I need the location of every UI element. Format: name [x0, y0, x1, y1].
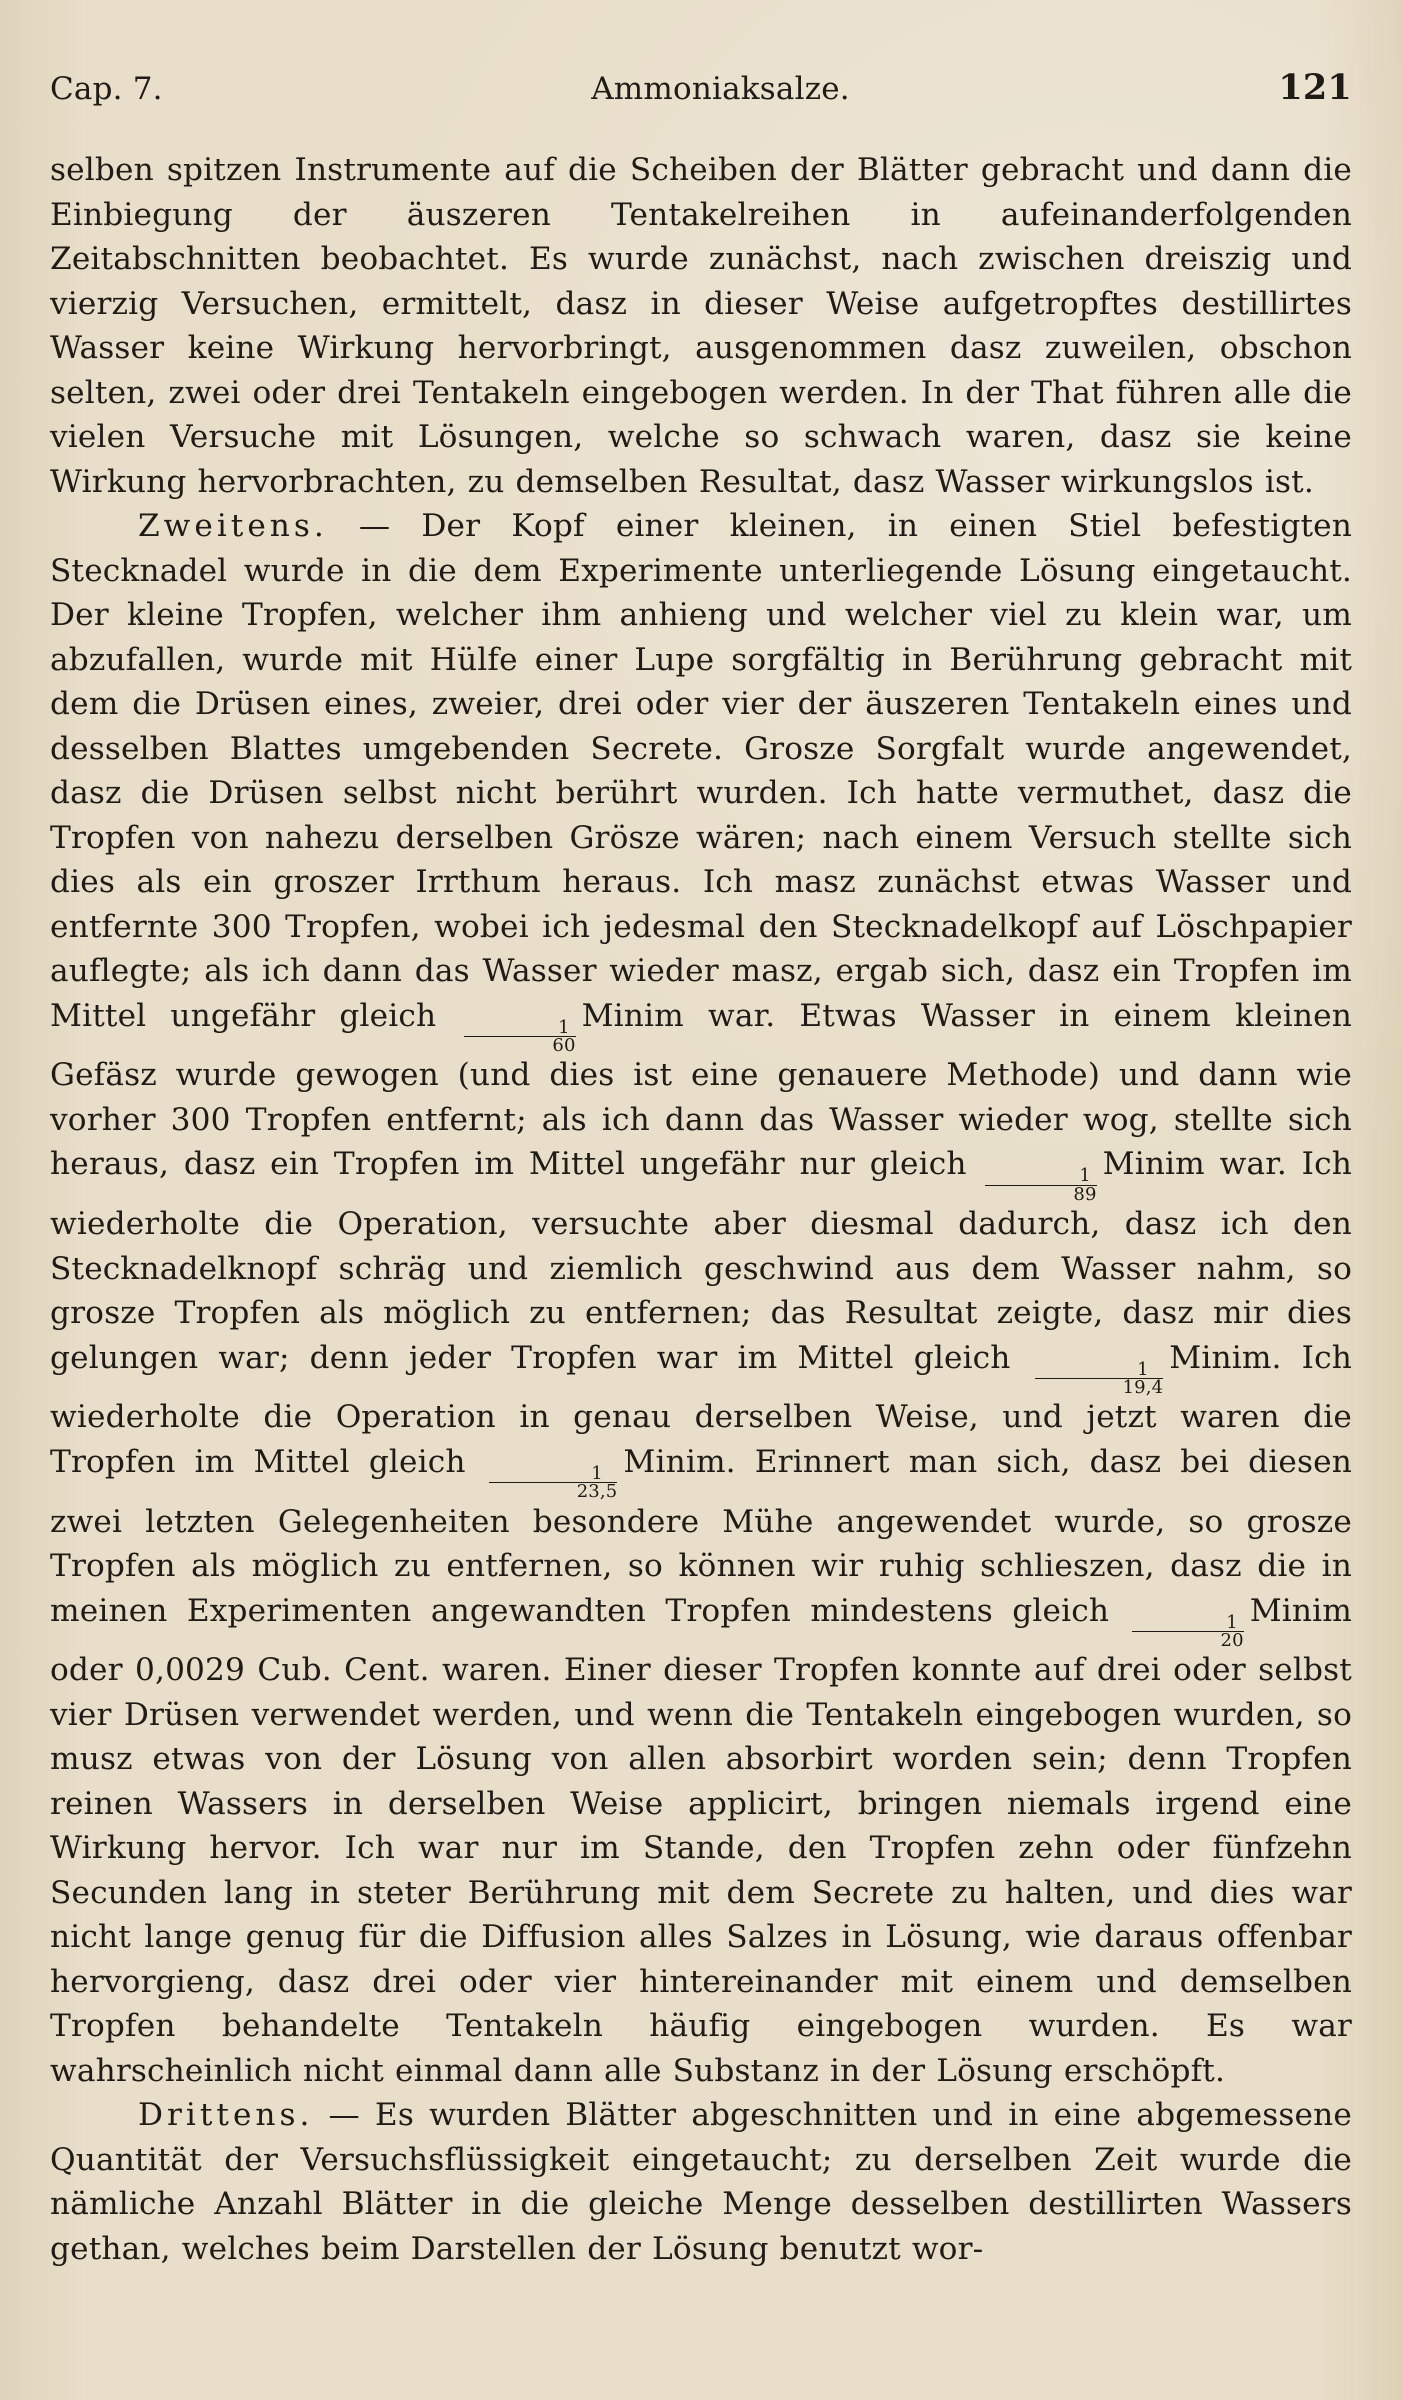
paragraph-3-text: — Es wurden Blätter abgeschnitten und in eine abgemessene Quantität der Versuchsflüssigkeit eingetaucht; zu derselben Zeit wurde die nämliche Anzahl Blätter in die gleiche Menge desselben destillirten Wassers gethan, welches beim Darstellen der Lösung benutzt wor-	[50, 2097, 1352, 2267]
running-header	[50, 67, 1352, 130]
fraction-2-numerator: 1	[985, 1169, 1096, 1185]
fraction-4	[489, 1462, 618, 1503]
fraction-5	[1132, 1611, 1244, 1652]
fraction-5-numerator: 1	[1132, 1616, 1243, 1632]
paragraph-3	[50, 2093, 1352, 2271]
fraction-3-denominator: 19,4	[1122, 1376, 1164, 1398]
paragraph-1: selben spitzen Instrumente auf die Scheiben der Blätter gebracht und dann die Einbiegung der äuszeren Tentakelreihen in aufeinanderfolgenden Zeitabschnitten beobachtet. Es wurde zunächst, nach zwischen dreiszig und vierzig Versuchen, ermittelt, dasz in dieser Weise aufgetropftes destillirtes Wasser keine Wirkung hervorbringt, ausgenommen dasz zuweilen, obschon selten, zwei oder drei Tentakeln eingebogen werden. In der That führen alle die vielen Versuche mit Lösungen, welche so schwach waren, dasz sie keine Wirkung hervorbrachten, zu demselben Resultat, dasz Wasser wirkungslos ist.	[50, 152, 1352, 500]
paragraph-2-text-2: Minim war. Etwas Wasser in einem kleinen Gefäsz wurde gewogen (und dies ist eine genauere Methode) und dann wie vorher 300 Tropfen entfernt; als ich dann das Wasser wieder wog, stellte sich heraus, dasz ein Tropfen im Mittel ungefähr nur gleich	[50, 997, 1352, 1183]
paragraph-2-label: Zweitens.	[138, 508, 328, 544]
body-text	[50, 148, 1352, 2271]
paragraph-2-text-1: — Der Kopf einer kleinen, in einen Stiel befestigten Stecknadel wurde in die dem Experimente unterliegende Lösung eingetaucht. Der kleine Tropfen, welcher ihm anhieng und welcher viel zu klein war, um abzufallen, wurde mit Hülfe einer Lupe sorgfältig in Berührung gebracht mit dem die Drüsen eines, zweier, drei oder vier der äuszeren Tentakeln eines und desselben Blattes umgebenden Secrete. Grosze Sorgfalt wurde angewendet, dasz die Drüsen selbst nicht berührt wurden. Ich hatte vermuthet, dasz die Tropfen von nahezu derselben Grösze wären; nach einem Versuch stellte sich dies als ein groszer Irrthum heraus. Ich masz zunächst etwas Wasser und entfernte 300 Tropfen, wobei ich jedesmal den Stecknadelkopf auf Löschpapier auflegte; als ich dann das Wasser wieder masz, ergab sich, dasz ein Tropfen im Mittel ungefähr gleich	[50, 508, 1352, 1034]
paragraph-2-text-3: Minim war. Ich wiederholte die Operation, versuchte aber diesmal dadurch, dasz ich den Stecknadelknopf schräg und ziemlich geschwind aus dem Wasser nahm, so grosze Tropfen als möglich zu entfernen; das Resultat zeigte, dasz mir dies gelungen war; denn jeder Tropfen war im Mittel gleich	[50, 1146, 1352, 1376]
chapter-label: Cap. 7.	[50, 71, 163, 107]
fraction-1-numerator: 1	[464, 1021, 575, 1037]
fraction-3	[1035, 1358, 1164, 1398]
paragraph-2-text-5: Minim. Erinnert man sich, dasz bei diesen zwei letzten Gelegenheiten besondere Mühe angewendet wurde, so grosze Tropfen als möglich zu entfernen, so können wir ruhig schlieszen, dasz die in meinen Experimenten angewandten Tropfen mindestens gleich	[50, 1443, 1352, 1629]
paragraph-3-label: Drittens.	[138, 2097, 314, 2134]
page-number: 121	[1278, 67, 1352, 108]
fraction-1-sixtieth	[464, 1016, 576, 1056]
fraction-2	[985, 1165, 1097, 1205]
paragraph-2-text-4: Minim. Ich wiederholte die Operation in genau derselben Weise, und jetzt waren die Tropfen im Mittel gleich	[50, 1339, 1352, 1480]
fraction-4-numerator: 1	[489, 1467, 618, 1483]
paragraph-2	[50, 504, 1352, 2093]
fraction-4-denominator: 23,5	[576, 1481, 618, 1503]
fraction-1-denominator: 60	[552, 1034, 576, 1056]
fraction-3-numerator: 1	[1035, 1363, 1164, 1379]
paragraph-2-text-6: Minim oder 0,0029 Cub. Cent. waren. Einer dieser Tropfen konnte auf drei oder selbst vier Drüsen verwendet werden, und wenn die Tentakeln eingebogen wurden, so musz etwas von der Lösung von allen absorbirt worden sein; denn Tropfen reinen Wassers in derselben Weise applicirt, bringen niemals irgend eine Wirkung hervor. Ich war nur im Stande, den Tropfen zehn oder fünfzehn Secunden lang in steter Berührung mit dem Secrete zu halten, und dies war nicht lange genug für die Diffusion alles Salzes in Lösung, wie daraus offenbar hervorgieng, dasz drei oder vier hintereinander mit einem und demselben Tropfen behandelte Tentakeln häufig eingebogen wurden. Es war wahrscheinlich nicht einmal dann alle Substanz in der Lösung erschöpft.	[50, 1592, 1352, 2089]
fraction-2-denominator: 89	[1073, 1183, 1097, 1205]
running-title: Ammoniaksalze.	[591, 71, 850, 107]
fraction-5-denominator: 20	[1220, 1630, 1244, 1652]
